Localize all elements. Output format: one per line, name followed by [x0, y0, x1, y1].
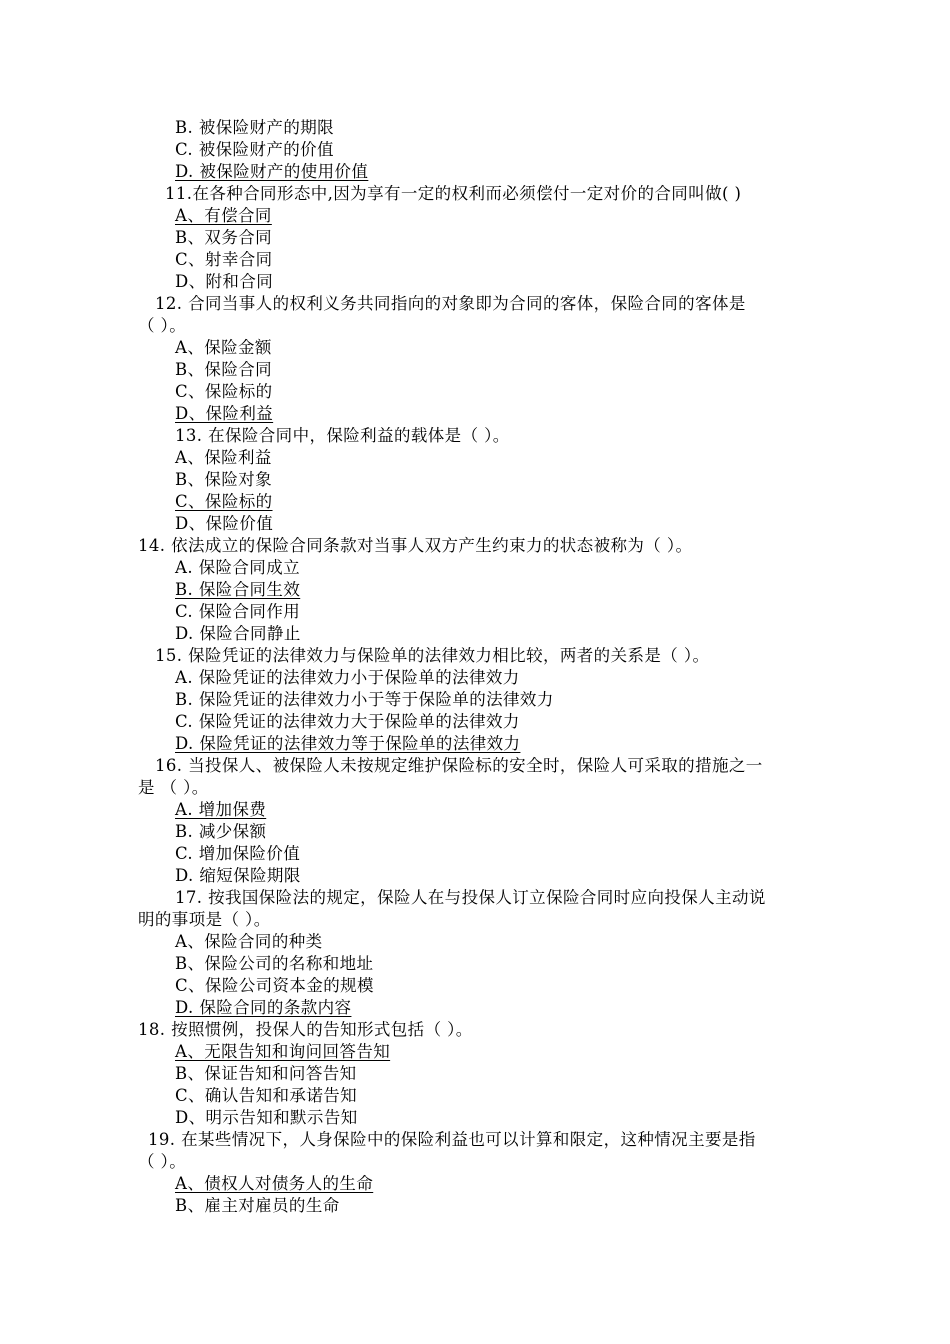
answer-line: D、保险利益	[175, 404, 274, 423]
option-line: B、保险对象	[175, 470, 273, 489]
option-line: D. 缩短保险期限	[175, 866, 301, 885]
question-line: 12. 合同当事人的权利义务共同指向的对象即为合同的客体，保险合同的客体是	[155, 294, 746, 313]
option-line: B、保险公司的名称和地址	[175, 954, 374, 973]
answer-line: D. 保险合同的条款内容	[175, 998, 352, 1017]
answer-line: A、债权人对债务人的生命	[175, 1174, 374, 1193]
question-line: 15. 保险凭证的法律效力与保险单的法律效力相比较，两者的关系是（ ）。	[155, 646, 710, 665]
option-line: A、保险金额	[175, 338, 272, 357]
option-line: C、射幸合同	[175, 250, 273, 269]
option-line: B、保证告知和问答告知	[175, 1064, 357, 1083]
option-line: A、保险合同的种类	[175, 932, 323, 951]
option-line: B. 被保险财产的期限	[175, 118, 335, 137]
option-line: D. 保险合同静止	[175, 624, 301, 643]
option-line: C. 增加保险价值	[175, 844, 301, 863]
question-line: 11.在各种合同形态中,因为享有一定的权利而必须偿付一定对价的合同叫做( )	[165, 184, 742, 203]
option-line: A. 保险凭证的法律效力小于保险单的法律效力	[175, 668, 520, 687]
answer-line: D. 保险凭证的法律效力等于保险单的法律效力	[175, 734, 521, 753]
option-line: C、保险标的	[175, 382, 273, 401]
option-line: B、雇主对雇员的生命	[175, 1196, 340, 1215]
question-line: （ ）。	[138, 1152, 187, 1171]
answer-line: A、有偿合同	[175, 206, 272, 225]
option-line: C、保险公司资本金的规模	[175, 976, 374, 995]
option-line: C、确认告知和承诺告知	[175, 1086, 358, 1105]
option-line: A、保险利益	[175, 448, 272, 467]
answer-line: B. 保险合同生效	[175, 580, 301, 599]
question-line: 16. 当投保人、被保险人未按规定维护保险标的安全时，保险人可采取的措施之一	[155, 756, 763, 775]
question-line: 18. 按照惯例，投保人的告知形式包括（ ）。	[138, 1020, 473, 1039]
answer-line: C、保险标的	[175, 492, 273, 511]
option-line: C. 保险合同作用	[175, 602, 301, 621]
option-line: B、双务合同	[175, 228, 273, 247]
option-line: B、保险合同	[175, 360, 273, 379]
question-line: 14. 依法成立的保险合同条款对当事人双方产生约束力的状态被称为（ ）。	[138, 536, 693, 555]
option-line: B. 保险凭证的法律效力小于等于保险单的法律效力	[175, 690, 554, 709]
option-line: C. 被保险财产的价值	[175, 140, 334, 159]
question-line: 是 （ ）。	[138, 778, 209, 797]
answer-line: A. 增加保费	[175, 800, 267, 819]
question-line: 明的事项是（ ）。	[138, 910, 271, 929]
answer-line: A、无限告知和询问回答告知	[175, 1042, 391, 1061]
option-line: C. 保险凭证的法律效力大于保险单的法律效力	[175, 712, 520, 731]
option-line: D、保险价值	[175, 514, 274, 533]
question-line: 17. 按我国保险法的规定，保险人在与投保人订立保险合同时应向投保人主动说	[175, 888, 766, 907]
option-line: B. 减少保额	[175, 822, 267, 841]
question-line: 13. 在保险合同中，保险利益的载体是（ ）。	[175, 426, 510, 445]
option-line: D、附和合同	[175, 272, 274, 291]
option-line: A. 保险合同成立	[175, 558, 301, 577]
option-line: D、明示告知和默示告知	[175, 1108, 358, 1127]
question-line: （ ）。	[138, 316, 187, 335]
answer-line: D. 被保险财产的使用价值	[175, 162, 369, 181]
question-line: 19. 在某些情况下，人身保险中的保险利益也可以计算和限定，这种情况主要是指	[148, 1130, 756, 1149]
